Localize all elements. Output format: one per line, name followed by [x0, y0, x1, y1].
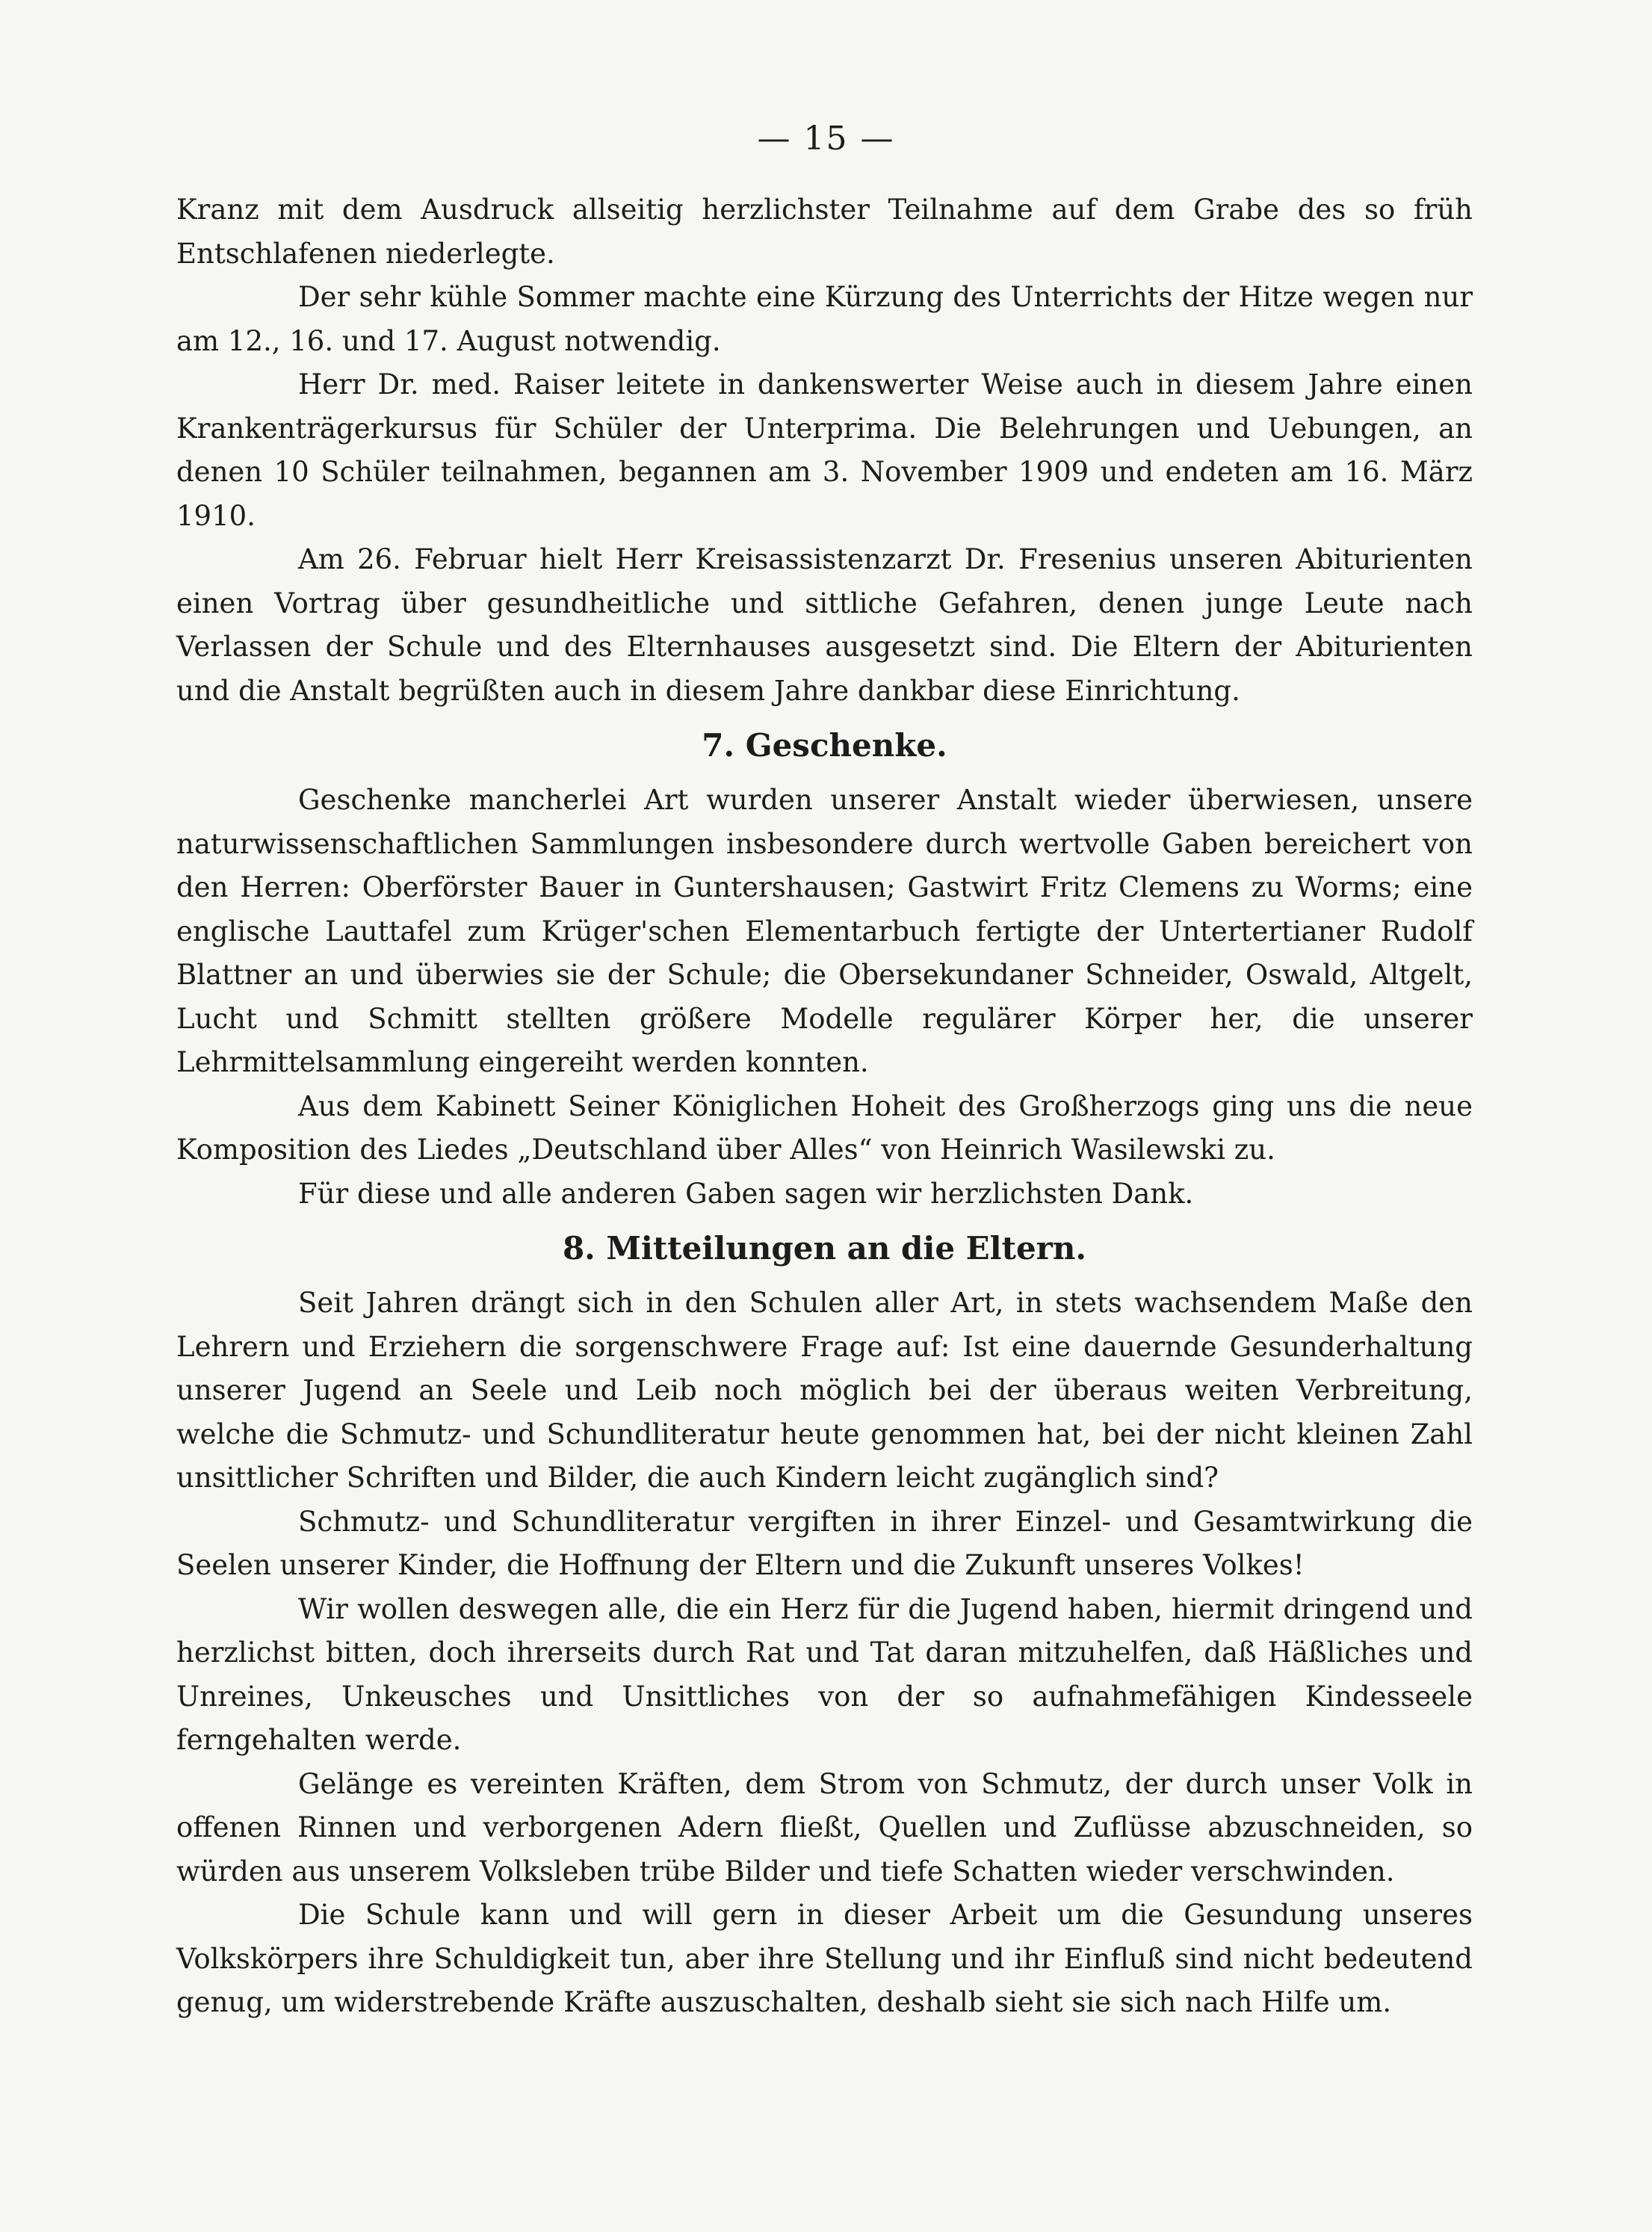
section-heading-geschenke: 7. Geschenke. — [702, 727, 947, 764]
page-number: — 15 — — [757, 120, 895, 158]
paragraph-vortrag: Am 26. Februar hielt Herr Kreisassistenzarzt Dr. Fresenius unseren Abiturienten einen Vortrag über gesundheitliche und sittliche Gefahren, denen junge Leute nach Verlassen der Schule und des Elternhauses ausgesetzt sind. Die Eltern der Abiturienten und die Anstalt begrüßten auch in diesem Jahre dankbar diese Einrichtung. — [176, 543, 1473, 707]
paragraph-sommer: Der sehr kühle Sommer machte eine Kürzung des Unterrichts der Hitze wegen nur am 12., 16. und 17. August notwendig. — [176, 281, 1473, 357]
paragraph-sorgenschwere-frage: Seit Jahren drängt sich in den Schulen aller Art, in stets wachsendem Maße den Lehrern und Erziehern die sorgenschwere Frage auf: Ist eine dauernde Gesunderhaltung unserer Jugend an Seele und Leib noch möglich bei der überaus weiten Verbreitung, welche die Schmutz- und Schundliteratur heute genommen hat, bei der nicht kleinen Zahl unsittlicher Schriften und Bilder, die auch Kindern leicht zugänglich sind? — [176, 1287, 1473, 1494]
section-heading-mitteilungen: 8. Mitteilungen an die Eltern. — [562, 1230, 1087, 1267]
paragraph-krankentraegerkursus: Herr Dr. med. Raiser leitete in dankenswerter Weise auch in diesem Jahre einen Krankenträgerkursus für Schüler der Unterprima. Die Belehrungen und Uebungen, an denen 10 Schüler teilnahmen, begannen am 3. November 1909 und endeten am 16. März 1910. — [176, 368, 1473, 532]
paragraph-strom: Gelänge es vereinten Kräften, dem Strom von Schmutz, der durch unser Volk in offenen Rinnen und verborgenen Adern fließt, Quellen und Zuflüsse abzuschneiden, so würden aus unserem Volksleben trübe Bilder und tiefe Schatten wieder verschwinden. — [176, 1767, 1473, 1888]
paragraph-dank: Für diese und alle anderen Gaben sagen wir herzlichsten Dank. — [298, 1177, 1194, 1210]
paragraph-bitte: Wir wollen deswegen alle, die ein Herz für die Jugend haben, hiermit dringend und herzlichst bitten, doch ihrerseits durch Rat und Tat daran mitzuhelfen, daß Häßliches und Unreines, Unkeusches und Unsittliches von der so aufnahmefähigen Kindesseele ferngehalten werde. — [176, 1592, 1473, 1756]
paragraph-schule-hilfe: Die Schule kann und will gern in dieser Arbeit um die Gesundung unseres Volkskörpers ihre Schuldigkeit tun, aber ihre Stellung und ihr Einfluß sind nicht bedeutend genug, um widerstrebende Kräfte auszuschalten, deshalb sieht sie sich nach Hilfe um. — [176, 1899, 1473, 2018]
paragraph-kabinett: Aus dem Kabinett Seiner Königlichen Hoheit des Großherzogs ging uns die neue Komposition des Liedes „Deutschland über Alles“ von Heinrich Wasilewski zu. — [176, 1089, 1473, 1166]
paragraph-kranz: Kranz mit dem Ausdruck allseitig herzlichster Teilnahme auf dem Grabe des so früh Entschlafenen niederlegte. — [176, 194, 1473, 270]
paragraph-geschenke: Geschenke mancherlei Art wurden unserer Anstalt wieder überwiesen, unsere naturwissenschaftlichen Sammlungen insbesondere durch wertvolle Gaben bereichert von den Herren: Oberförster Bauer in Guntershausen; Gastwirt Fritz Clemens zu Worms; eine englische Lauttafel zum Krüger'schen Elementarbuch fertigte der Untertertianer Rudolf Blattner an und überwies sie der Schule; die Obersekundaner Schneider, Oswald, Altgelt, Lucht und Schmitt stellten größere Modelle regulärer Körper her, die unserer Lehrmittelsammlung eingereiht werden konnten. — [176, 784, 1473, 1078]
text-body — [176, 188, 1473, 2025]
paragraph-schundliteratur: Schmutz- und Schundliteratur vergiften in ihrer Einzel- und Gesamtwirkung die Seelen unserer Kinder, die Hoffnung der Eltern und die Zukunft unseres Volkes! — [176, 1505, 1473, 1581]
